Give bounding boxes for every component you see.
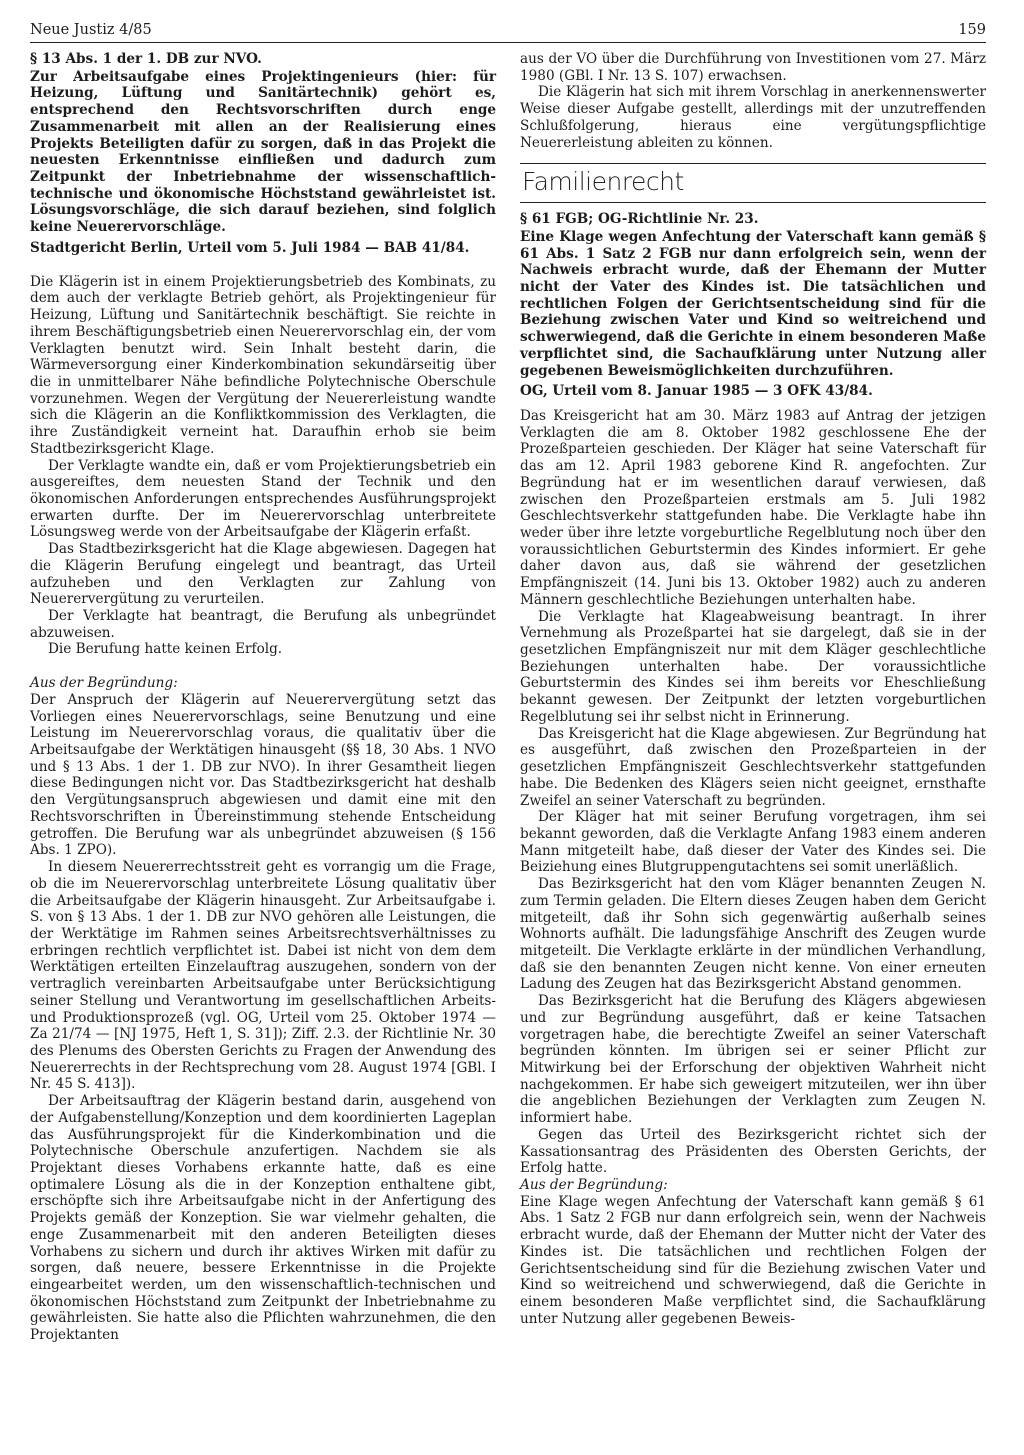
columns bbox=[30, 51, 986, 1344]
paragraph: Das Stadtbezirksgericht hat die Klage abgewiesen. Dagegen hat die Klägerin Berufung eingelegt und beantragt, das Urteil aufzuheben und den Verklagten zur Zahlung von Neuerervergütung zu verurteilen. bbox=[30, 541, 496, 608]
ruling-citation: OG, Urteil vom 8. Januar 1985 — 3 OFK 43/84. bbox=[520, 383, 873, 400]
section-header bbox=[520, 163, 986, 203]
paragraph: In diesem Neuererrechtsstreit geht es vorrangig um die Frage, ob die im Neuerervorschlag unterbreitete Lösung qualitativ über die Arbeitsaufgabe der Klägerin hinausgeht. Zur Arbeitsaufgabe i. S. von § 13 Abs. 1 der 1. DB zur NVO gehören alle Leistungen, die der Werktätige im Rahmen seines Arbeitsrechtsverhältnisses zu erbringen rechtlich verpflichtet ist. Dabei ist nicht von dem dem Werktätigen erteilten Einzelauftrag auszugehen, sondern von der vertraglich vereinbarten Arbeitsaufgabe unter Berücksichtigung seiner Stellung und Verantwortung im gesellschaftlichen Arbeits- und Produktionsprozeß (vgl. OG, Urteil vom 25. Oktober 1974 — Za 21/74 — [NJ 1975, Heft 1, S. 31]); Ziff. 2.3. der Richtlinie Nr. 30 des Plenums des Obersten Gerichts zu Fragen der Anwendung des Neuererrechts in der Rechtsprechung vom 28. August 1974 [GBl. I Nr. 45 S. 413]). bbox=[30, 859, 496, 1093]
running-header bbox=[30, 22, 986, 43]
paragraph: Die Verklagte hat Klageabweisung beantragt. In ihrer Vernehmung als Prozeßpartei hat sie dargelegt, daß sie in der gesetzlichen Empfängniszeit nur mit dem Kläger geschlechtliche Beziehungen unterhalten habe. Der voraussichtliche Geburtstermin des Kindes sei ihm bereits vor Eheschließung bekannt gewesen. Der Zeitpunkt der letzten vorgeburtlichen Regelblutung sei ihr selbst nicht in Erinnerung. bbox=[520, 608, 986, 725]
paragraph: Das Bezirksgericht hat die Berufung des Klägers abgewiesen und zur Begründung ausgeführt, daß er keine Tatsachen vorgetragen habe, die berechtigte Zweifel an seiner Vaterschaft begründen könnten. Im übrigen sei er seiner Pflicht zur Mitwirkung bei der Erforschung der objektiven Wahrheit nicht nachgekommen. Er habe sich geweigert mitzuteilen, wer ihn über die angeblichen Beziehungen der Verklagten zum Zeugen N. informiert habe. bbox=[520, 993, 986, 1127]
paragraph: Das Kreisgericht hat die Klage abgewiesen. Zur Begründung hat es ausgeführt, daß zwischen den Prozeßparteien in der gesetzlichen Empfängniszeit Geschlechtsverkehr stattgefunden habe. Die Bedenken des Klägers seien nicht geeignet, ernsthafte Zweifel an seiner Vaterschaft zu begründen. bbox=[520, 725, 986, 809]
paragraph: Gegen das Urteil des Bezirksgericht richtet sich der Kassationsantrag des Präsidenten des Obersten Gerichts, der Erfolg hatte. bbox=[520, 1126, 986, 1177]
reason-heading: Aus der Begründung: bbox=[520, 1177, 668, 1194]
paragraph: Die Berufung hatte keinen Erfolg. bbox=[48, 641, 283, 658]
page-number: 159 bbox=[958, 22, 986, 38]
law-reference: § 61 FGB; OG-Richtlinie Nr. 23. bbox=[520, 211, 759, 228]
left-column bbox=[30, 51, 496, 1344]
paragraph: Der Anspruch der Klägerin auf Neuerervergütung setzt das Vorliegen eines Neuerervorschlags, seine Benutzung und eine Leistung im Neuerervorschlag voraus, die qualitativ über die Arbeitsaufgabe der Werktätigen hinausgeht (§§ 18, 30 Abs. 1 NVO und § 13 Abs. 1 der 1. DB zur NVO). In ihrer Gesamtheit liegen diese Bedingungen nicht vor. Das Stadtbezirksgericht hat deshalb den Vergütungsanspruch abgewiesen und damit eine mit den Rechtsvorschriften in Übereinstimmung stehende Entscheidung getroffen. Die Berufung war als unbegründet abzuweisen (§ 156 Abs. 1 ZPO). bbox=[30, 691, 496, 859]
law-reference: § 13 Abs. 1 der 1. DB zur NVO. bbox=[30, 51, 262, 67]
paragraph: Der Arbeitsauftrag der Klägerin bestand darin, ausgehend von der Aufgabenstellung/Konzeption und dem koordinierten Lageplan das Ausführungsprojekt für die Kinderkombination und die Polytechnische Oberschule anzufertigen. Nachdem sie als Projektant dieses Vorhabens erkannte hatte, daß es eine optimalere Lösung als die in der Konzeption enthaltene gibt, erschöpfte sich ihre Arbeitsaufgabe nicht in der Anfertigung des Projekts gemäß der Konzeption. Sie war vielmehr gehalten, die enge Zusammenarbeit mit den anderen Beteiligten dieses Vorhabens zu sichern und durch ihr aktives Wirken mit dafür zu sorgen, daß neuere, bessere Erkenntnisse in die Projekte eingearbeitet werden, um den wissenschaftlich-technischen und ökonomischen Höchststand zum Zeitpunkt der Inbetriebnahme zu gewährleisten. Sie hatte also die Pflichten wahrzunehmen, die den Projektanten bbox=[30, 1093, 496, 1344]
paragraph: Der Verklagte wandte ein, daß er vom Projektierungsbetrieb ein ausgereiftes, dem neuesten Stand der Technik und den ökonomischen Anforderungen entsprechendes Ausführungsprojekt erwarten durfte. Der im Neuerervorschlag unterbreitete Lösungsweg werde von der Arbeitsaufgabe der Klägerin erfaßt. bbox=[30, 457, 496, 541]
section-title: Familienrecht bbox=[522, 167, 684, 197]
paragraph: Die Klägerin hat sich mit ihrem Vorschlag in anerkennenswerter Weise dieser Aufgabe gestellt, allerdings mit der unzutreffenden Schlußfolgerung, hieraus eine vergütungspflichtige Neuererleistung ableiten zu können. bbox=[520, 84, 986, 151]
headnote-summary: Zur Arbeitsaufgabe eines Projektingenieurs (hier: für Heizung, Lüftung und Sanitärtechnik) gehört es, entsprechend den Rechtsvorschriften durch enge Zusammenarbeit mit allen an der Realisierung eines Projekts Beteiligten dafür zu sorgen, daß in das Projekt die neuesten Erkenntnisse einfließen und dadurch zum Zeitpunkt der Inbetriebnahme der wissenschaftlich-technische und ökonomische Höchststand gewährleistet ist. Lösungsvorschläge, die sich darauf beziehen, sind folglich keine Neuerervorschläge. bbox=[30, 68, 496, 236]
paragraph: Die Klägerin ist in einem Projektierungsbetrieb des Kombinats, zu dem auch der verklagte Betrieb gehört, als Projektingenieur für Heizung, Lüftung und Sanitärtechnik beschäftigt. Sie reichte in ihrem Beschäftigungsbetrieb einen Neuerervorschlag ein, der vom Verklagten benutzt wird. Sein Inhalt besteht darin, die Wärmeversorgung einer Kinderkombination sekundärseitig über die in unmittelbarer Nähe befindliche Polytechnische Oberschule vorzunehmen. Wegen der Vergütung der Neuererleistung wandte sich die Klägerin an die Konfliktkommission des Verklagten, die ihre Zuständigkeit verneint hat. Daraufhin erhob sie beim Stadtbezirksgericht Klage. bbox=[30, 273, 496, 457]
paragraph: Eine Klage wegen Anfechtung der Vaterschaft kann gemäß § 61 Abs. 1 Satz 2 FGB nur dann erfolgreich sein, wenn der Nachweis erbracht wurde, daß der Ehemann der Mutter nicht der Vater des Kindes ist. Die tatsächlichen und rechtlichen Folgen der Gerichtsentscheidung sind für die Beziehung zwischen Vater und Kind so weitreichend und schwerwiegend, daß die Gerichte in einem besonderen Maße verpflichtet sind, die Sachaufklärung unter Nutzung aller gegebenen Beweis- bbox=[520, 1193, 986, 1327]
ruling-citation: Stadtgericht Berlin, Urteil vom 5. Juli 1984 — BAB 41/84. bbox=[30, 239, 470, 256]
right-column bbox=[520, 51, 986, 1344]
paragraph: Der Verklagte hat beantragt, die Berufung als unbegründet abzuweisen. bbox=[30, 608, 496, 641]
paragraph: Das Kreisgericht hat am 30. März 1983 auf Antrag der jetzigen Verklagten die am 8. Oktober 1982 geschlossene Ehe der Prozeßparteien geschieden. Der Kläger hat seine Vaterschaft für das am 12. April 1983 geborene Kind R. angefochten. Zur Begründung hat er im wesentlichen darauf verwiesen, daß zwischen den Prozeßparteien erstmals am 5. Juli 1982 Geschlechtsverkehr stattgefunden habe. Die Verklagte habe ihn weder über ihre letzte vorgeburtliche Regelblutung noch über den voraussichtlichen Geburtstermin des Kindes informiert. Er gehe daher davon aus, daß sie während der gesetzlichen Empfängniszeit (14. Juni bis 13. Oktober 1982) auch zu anderen Männern geschlechtliche Beziehungen unterhalten habe. bbox=[520, 407, 986, 608]
paragraph: Der Kläger hat mit seiner Berufung vorgetragen, ihm sei bekannt geworden, daß die Verklagte Anfang 1983 einem anderen Mann mitgeteilt habe, daß dieser der Vater des Kindes sei. Die Beiziehung eines Blutgruppengutachtens sei somit unerläßlich. bbox=[520, 809, 986, 876]
journal-issue: Neue Justiz 4/85 bbox=[30, 22, 152, 38]
paragraph: Das Bezirksgericht hat den vom Kläger benannten Zeugen N. zum Termin geladen. Die Eltern dieses Zeugen haben dem Gericht mitgeteilt, daß ihr Sohn sich gegenwärtig außerhalb seines Wohnorts aufhält. Die ladungsfähige Anschrift des Zeugen wurde mitgeteilt. Die Verklagte erklärte in der mündlichen Verhandlung, daß sie den benannten Zeugen nicht kenne. Von einer erneuten Ladung des Zeugen hat das Bezirksgericht Abstand genommen. bbox=[520, 876, 986, 993]
paragraph: aus der VO über die Durchführung von Investitionen vom 27. März 1980 (GBl. I Nr. 13 S. 107) erwachsen. bbox=[520, 51, 986, 84]
headnote-summary: Eine Klage wegen Anfechtung der Vaterschaft kann gemäß § 61 Abs. 1 Satz 2 FGB nur dann erfolgreich sein, wenn der Nachweis erbracht wurde, daß der Ehemann der Mutter nicht der Vater des Kindes ist. Die tatsächlichen und rechtlichen Folgen der Gerichtsentscheidung sind für die Beziehung zwischen Vater und Kind so weitreichend und schwerwiegend, daß die Gerichte in einem besonderen Maße verpflichtet sind, die Sachaufklärung unter Nutzung aller gegebenen Beweismöglichkeiten durchzuführen. bbox=[520, 228, 986, 379]
reason-heading: Aus der Begründung: bbox=[30, 675, 178, 692]
